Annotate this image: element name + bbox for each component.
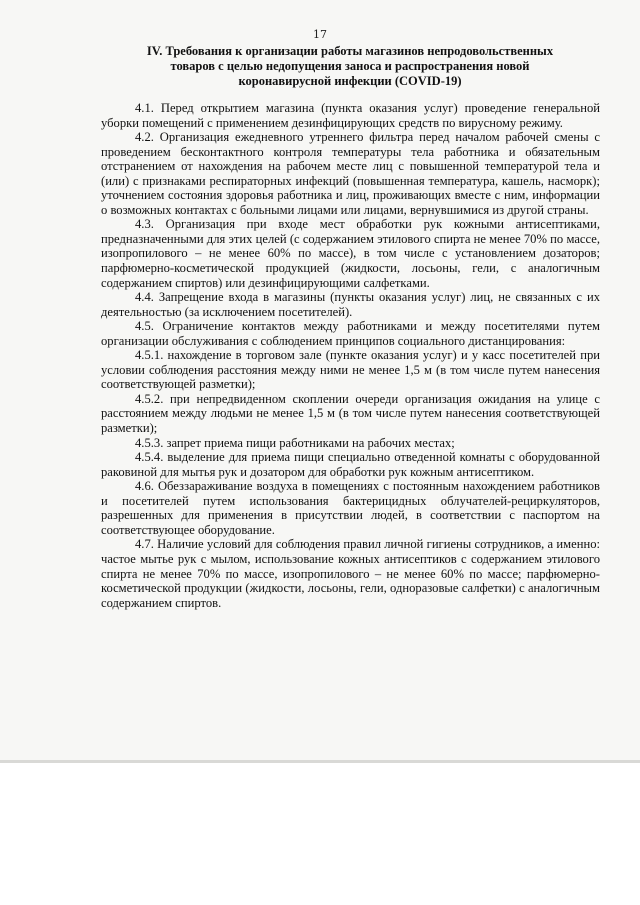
section-heading-line: коронавирусной инфекции (COVID-19) xyxy=(238,74,462,88)
section-heading-line: товаров с целью недопущения заноса и распространения новой xyxy=(170,59,530,73)
paper-sheet-bottom-edge xyxy=(0,760,640,763)
paragraph-4-5-4: 4.5.4. выделение для приема пищи специально отведенной комнаты с оборудованной раковиной для мытья рук и дозатором для обработки рук кожным антисептиком. xyxy=(101,450,600,479)
paragraph-4-4: 4.4. Запрещение входа в магазины (пункты оказания услуг) лиц, не связанных с их деятельностью (за исключением посетителей). xyxy=(101,290,600,319)
paragraph-4-7: 4.7. Наличие условий для соблюдения правил личной гигиены сотрудников, а именно: частое мытье рук с мылом, использование кожных антисептиков с содержанием этилового спирта не менее 70% по массе, изопропилового – не менее 60% по массе; парфюмерно-косметической продукции (жидкости, лосьоны, гели, одноразовые салфетки) с аналогичным содержанием спиртов. xyxy=(101,537,600,610)
document-body xyxy=(101,101,600,610)
paragraph-4-5-1: 4.5.1. нахождение в торговом зале (пункте оказания услуг) и у касс посетителей при условии соблюдения расстояния между ними не менее 1,5 м (в том числе путем нанесения соответствующей разметки); xyxy=(101,348,600,392)
paragraph-4-2: 4.2. Организация ежедневного утреннего фильтра перед началом рабочей смены с проведением бесконтактного контроля температуры тела работника и обязательным отстранением от нахождения на рабочем месте лиц с повышенной температурой тела и (или) с признаками респираторных инфекций (повышенная температура, кашель, насморк); уточнением состояния здоровья работника и лиц, проживающих вместе с ним, информации о возможных контактах с больными лицами или лицами, вернувшимися из другой страны. xyxy=(101,130,600,217)
paragraph-4-3: 4.3. Организация при входе мест обработки рук кожными антисептиками, предназначенными для этих целей (с содержанием этилового спирта не менее 70% по массе, изопропилового – не менее 60% по массе), в том числе с установлением дозаторов; парфюмерно-косметической продукцией (жидкости, лосьоны, гели, с аналогичным содержанием спиртов) или дезинфицирующими салфетками. xyxy=(101,217,600,290)
paragraph-4-6: 4.6. Обеззараживание воздуха в помещениях с постоянным нахождением работников и посетителей путем использования бактерицидных облучателей-рециркуляторов, разрешенных для применения в присутствии людей, в соответствии с паспортом на соответствующее оборудование. xyxy=(101,479,600,537)
page-number: 17 xyxy=(313,28,327,41)
section-heading-line: IV. Требования к организации работы магазинов непродовольственных xyxy=(146,44,554,58)
paragraph-4-5: 4.5. Ограничение контактов между работниками и между посетителями путем организации обслуживания с соблюдением принципов социального дистанцирования: xyxy=(101,319,600,348)
section-heading xyxy=(100,44,600,89)
paragraph-4-5-3: 4.5.3. запрет приема пищи работниками на рабочих местах; xyxy=(135,435,455,450)
paragraph-4-1: 4.1. Перед открытием магазина (пункта оказания услуг) проведение генеральной уборки помещений с применением дезинфицирующих средств по вирусному режиму. xyxy=(101,101,600,130)
paragraph-4-5-2: 4.5.2. при непредвиденном скоплении очереди организация ожидания на улице с расстоянием между людьми не менее 1,5 м (в том числе путем нанесения соответствующей разметки); xyxy=(101,391,600,436)
